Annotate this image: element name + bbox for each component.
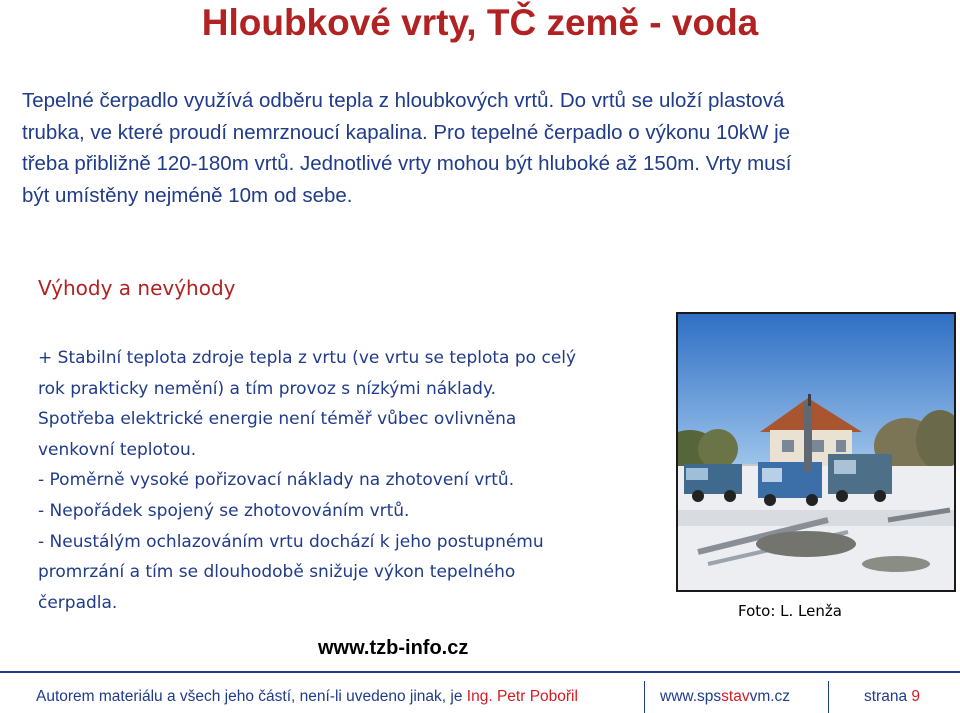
photo-caption: Foto: L. Lenža <box>738 602 842 620</box>
slide-title: Hloubkové vrty, TČ země - voda <box>201 2 759 43</box>
footer-page-label: strana <box>864 688 912 705</box>
footer-page-value: 9 <box>911 688 921 705</box>
footer-author-name: Ing. Petr Pobořil <box>466 688 578 705</box>
intro-line: být umístěny nejméně 10m od sebe. <box>22 183 353 207</box>
pros-cons-line: - Neustálým ochlazováním vrtu dochází k jeho postupnému <box>38 531 544 552</box>
pros-cons-line: - Poměrně vysoké pořizovací náklady na zhotovení vrtů. <box>38 470 515 491</box>
footer-divider <box>644 681 645 713</box>
drilling-site-photo <box>676 312 956 592</box>
footer-rule <box>0 671 960 673</box>
footer-authorship-prefix: Autorem materiálu a všech jeho částí, není-li uvedeno jinak, je <box>36 688 467 705</box>
footer-authorship <box>36 686 578 708</box>
drilling-site-illustration <box>678 314 954 590</box>
source-link[interactable]: www.tzb-info.cz <box>318 637 469 659</box>
intro-paragraph <box>22 85 902 211</box>
footer-page-number <box>864 686 920 708</box>
pros-cons-line: čerpadla. <box>38 592 118 613</box>
pros-cons-line: rok prakticky nemění) a tím provoz s nízkými náklady. <box>38 378 496 399</box>
intro-line: třeba přibližně 120-180m vrtů. Jednotlivé vrty mohou být hluboké až 150m. Vrty musí <box>22 152 792 175</box>
intro-line: trubka, ve které proudí nemrznoucí kapalina. Pro tepelné čerpadlo o výkonu 10kW je <box>22 120 791 144</box>
pros-cons-line: - Nepořádek spojený se zhotovováním vrtů. <box>38 500 410 521</box>
pros-cons-line: promrzání a tím se dlouhodobě snižuje výkon tepelného <box>38 562 516 583</box>
intro-line: Tepelné čerpadlo využívá odběru tepla z hloubkových vrtů. Do vrtů se uloží plastová <box>22 89 785 112</box>
section-heading: Výhody a nevýhody <box>38 276 236 300</box>
pros-cons-line: venkovní teplotou. <box>38 439 197 460</box>
footer-divider <box>828 681 829 713</box>
pros-cons-line: + Stabilní teplota zdroje tepla z vrtu (ve vrtu se teplota po celý <box>38 348 577 368</box>
pros-cons-line: Spotřeba elektrické energie není téměř vůbec ovlivněna <box>38 409 517 430</box>
pros-cons-list <box>38 343 678 618</box>
footer-website-link[interactable] <box>660 686 790 708</box>
footer-site-highlight: stav <box>721 688 750 705</box>
footer-site-prefix: www.sps <box>660 688 722 705</box>
footer-site-suffix: vm.cz <box>749 688 791 705</box>
